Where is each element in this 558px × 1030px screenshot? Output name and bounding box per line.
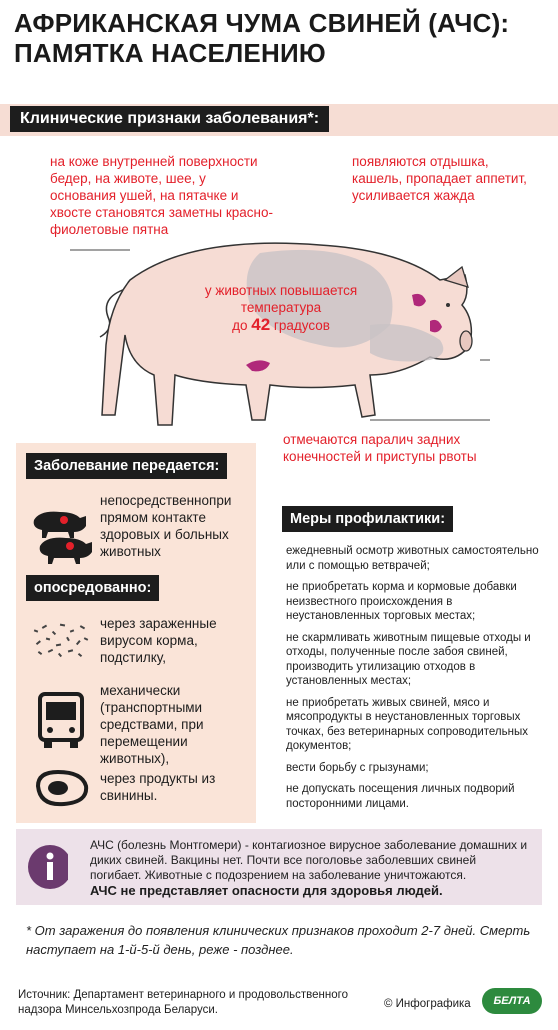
footnote: * От заражения до появления клинических признаков проходит 2-7 дней. Смерть наступает на 1-й-5-й день, реже - позднее. [26,923,531,957]
title-line-2: ПАМЯТКА НАСЕЛЕНИЮ [14,38,326,68]
prevention-item: не приобретать живых свиней, мясо и мясопродукты в неустановленных торговых точках, без ветеринарных сопроводительных документов; [286,696,528,752]
info-icon [16,829,68,905]
credit-text: © Инфографика [384,998,471,1010]
temp-suffix: градусов [270,318,330,333]
prevention-list [286,544,548,818]
bus-icon [36,692,86,750]
clinical-heading: Клинические признаки заболевания*: [10,106,329,132]
prevention-heading: Меры профилактики: [282,506,453,532]
meat-icon [32,768,90,808]
indirect-item-pork: через продукты из свинины. [100,771,216,803]
page-title [14,8,544,68]
pig-icon [30,506,94,566]
sign-breathing: появляются отдышка, кашель, пропадает аппетит, усиливается жажда [352,154,527,203]
indirect-item-feed: через зараженные вирусом корма, подстилку, [100,616,217,665]
indirect-heading: опосредованно: [26,575,159,601]
belta-logo: БЕЛТА [482,988,542,1014]
prevention-item: не приобретать корма и кормовые добавки неизвестного происхождения в неустановленных торговых местах; [286,581,517,622]
temp-line-1: у животных повышается температура [204,283,358,315]
transmission-heading: Заболевание передается: [26,453,227,479]
source-text: Источник: Департамент ветеринарного и продовольственного надзора Минсельхозпрода Беларуси. [18,989,348,1016]
info-bold-text: АЧС не представляет опасности для здоровья людей. [90,883,443,898]
indirect-item-transport: механически (транспортными средствами, при перемещении животных), [100,683,204,766]
temp-line-2 [186,316,376,334]
title-line-1: АФРИКАНСКАЯ ЧУМА СВИНЕЙ (АЧС): [14,8,510,38]
prevention-item: не скармливать животным пищевые отходы и отходы, полученные после забоя свиней, производить утилизацию отходов в установленных местах; [286,631,531,687]
prevention-item: не допускать посещения личных подворий посторонними лицами. [286,783,515,810]
prevention-item: вести борьбу с грызунами; [286,761,429,774]
pig-illustration [70,225,490,445]
info-text: АЧС (болезнь Монтгомери) - контагиозное вирусное заболевание домашних и диких свиней. Вакцины нет. Почти все поголовье заболевших свиней погибает. Животные с подозрением на заболевание уничтожаются. [90,838,528,882]
transmission-direct: непосредственнопри прямом контакте здоровых и больных животных [100,493,232,559]
sign-skin-spots: на коже внутренней поверхности бедер, на животе, шее, у основания ушей, на пятачке и хвосте становятся заметны красно-фиолетовые пятна [50,154,274,237]
temp-value: 42 [251,315,271,334]
temp-prefix: до [232,318,252,333]
feed-icon [30,620,92,664]
sign-temperature [186,282,376,334]
prevention-item: ежедневный осмотр животных самостоятельно или с помощью ветврачей; [286,545,539,572]
sign-paralysis: отмечаются паралич задних конечностей и приступы рвоты [283,432,477,464]
